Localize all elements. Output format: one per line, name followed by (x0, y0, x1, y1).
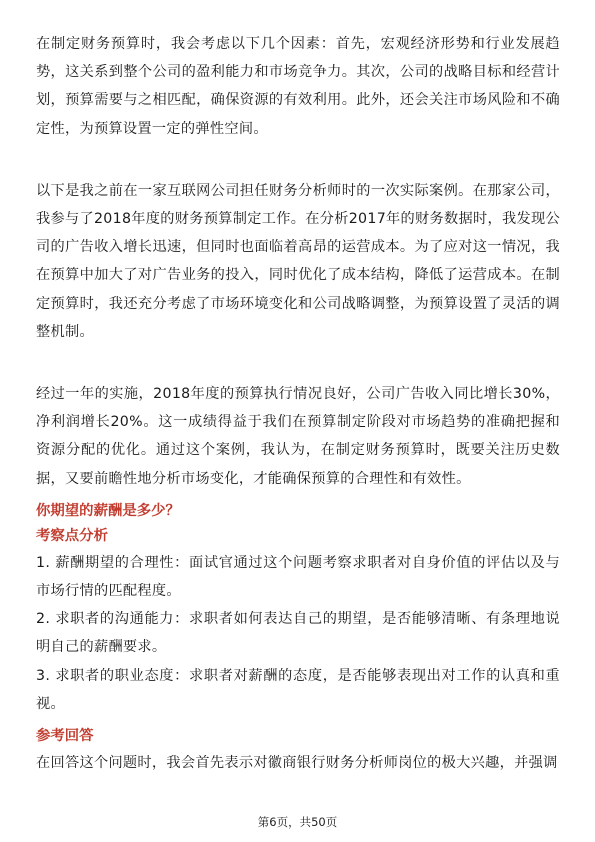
analysis-item: 1. 薪酬期望的合理性：面试官通过这个问题考察求职者对自身价值的评估以及与市场行情的匹配程度。 (36, 554, 560, 600)
question-heading: 你期望的薪酬是多少？ (36, 502, 180, 519)
page-number: 第6页，共50页 (257, 815, 338, 829)
reference-answer-text: 在回答这个问题时，我会首先表示对徽商银行财务分析师岗位的极大兴趣，并强调 (36, 755, 558, 772)
paragraph-results: 经过一年的实施，2018年度的预算执行情况良好，公司广告收入同比增长30%，净利润增长20%。这一成绩得益于我们在预算制定阶段对市场趋势的准确把握和资源分配的优化。通过这个案例，我认为，在制定财务预算时，既要关注历史数据，又要前瞻性地分析市场变化，才能确保预算的合理性和有效性。 (36, 386, 560, 487)
analysis-item: 2. 求职者的沟通能力：求职者如何表达自己的期望，是否能够清晰、有条理地说明自己的薪酬要求。 (36, 611, 560, 656)
document-body (36, 30, 560, 777)
reference-title: 参考回答 (36, 728, 94, 745)
paragraph-budget-factors: 在制定财务预算时，我会考虑以下几个因素：首先，宏观经济形势和行业发展趋势，这关系到整个公司的盈利能力和市场竞争力。其次，公司的战略目标和经营计划，预算需要与之相匹配，确保资源的有效利用。此外，还会关注市场风险和不确定性，为预算设置一定的弹性空间。 (36, 36, 560, 137)
analysis-item: 3. 求职者的职业态度：求职者对薪酬的态度，是否能够表现出对工作的认真和重视。 (36, 667, 560, 712)
paragraph-case-study: 以下是我之前在一家互联网公司担任财务分析师时的一次实际案例。在那家公司，我参与了2018年度的财务预算制定工作。在分析2017年的财务数据时，我发现公司的广告收入增长迅速，但同时也面临着高昂的运营成本。为了应对这一情况，我在预算中加大了对广告业务的投入，同时优化了成本结构，降低了运营成本。在制定预算时，我还充分考虑了市场环境变化和公司战略调整，为预算设置了灵活的调整机制。 (36, 182, 560, 340)
analysis-title: 考察点分析 (36, 527, 108, 544)
